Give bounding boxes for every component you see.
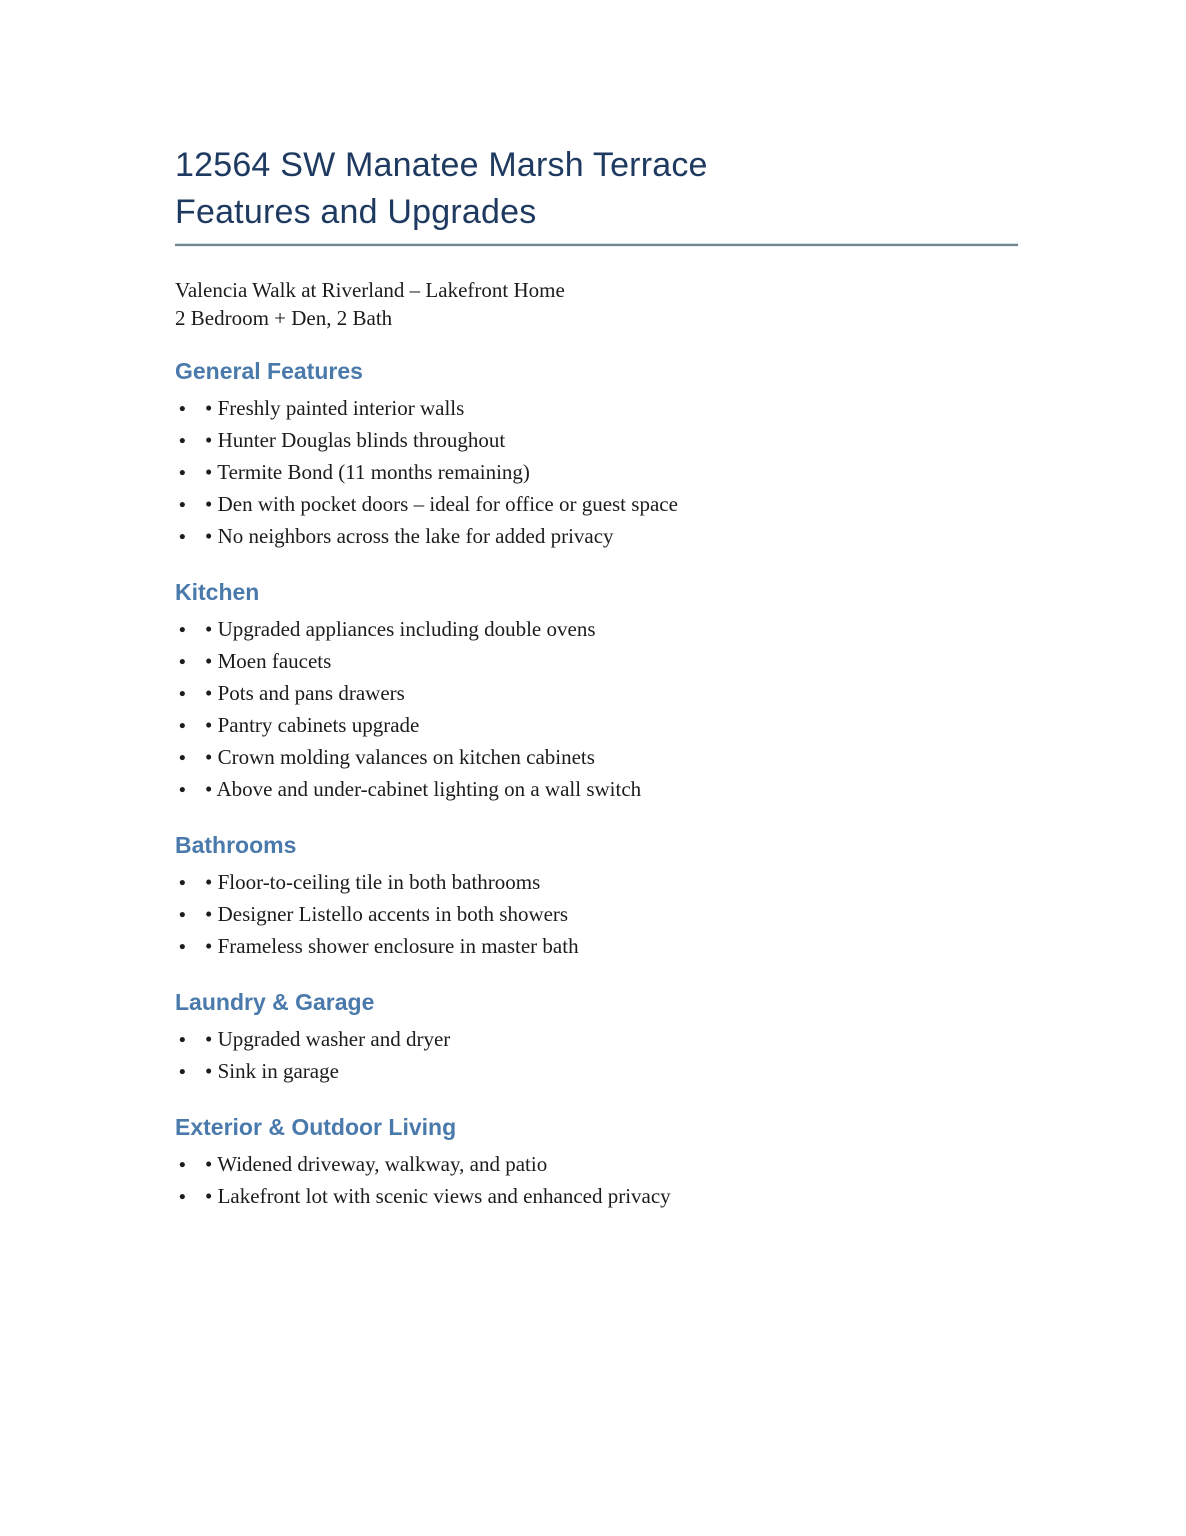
bullet-icon: •: [179, 1187, 186, 1208]
page-title: [175, 142, 1018, 236]
section-heading-general-features: General Features: [175, 358, 363, 384]
list-item: [175, 742, 1018, 774]
list-item-text: • Floor-to-ceiling tile in both bathrooms: [205, 870, 541, 894]
list-item: [175, 393, 1018, 425]
feature-list: [175, 867, 1018, 963]
feature-list: [175, 1149, 1018, 1213]
list-item: [175, 1056, 1018, 1088]
bullet-icon: •: [179, 620, 186, 641]
list-item: [175, 457, 1018, 489]
section-bathrooms: [175, 831, 1018, 963]
bullet-icon: •: [179, 1062, 186, 1083]
list-item: [175, 614, 1018, 646]
subtitle-line-1: Valencia Walk at Riverland – Lakefront Home: [175, 278, 565, 302]
list-item-text: • Upgraded washer and dryer: [205, 1027, 451, 1051]
list-item: [175, 521, 1018, 553]
bullet-icon: •: [179, 463, 186, 484]
list-item-text: • Above and under-cabinet lighting on a wall switch: [205, 777, 642, 801]
list-item-text: • Pantry cabinets upgrade: [205, 713, 420, 737]
bullet-icon: •: [179, 527, 186, 548]
list-item: [175, 774, 1018, 806]
section-heading-laundry-garage: Laundry & Garage: [175, 989, 375, 1015]
bullet-icon: •: [179, 905, 186, 926]
page-title-line-2: Features and Upgrades: [175, 193, 537, 231]
page-title-line-1: 12564 SW Manatee Marsh Terrace: [175, 146, 708, 184]
bullet-icon: •: [179, 716, 186, 737]
list-item-text: • Upgraded appliances including double ovens: [205, 617, 596, 641]
feature-list: [175, 1024, 1018, 1088]
bullet-icon: •: [179, 495, 186, 516]
list-item-text: • Moen faucets: [205, 649, 332, 673]
section-heading-exterior-outdoor-living: Exterior & Outdoor Living: [175, 1114, 457, 1140]
list-item: [175, 646, 1018, 678]
list-item: [175, 678, 1018, 710]
subtitle: [175, 276, 1018, 332]
section-general-features: [175, 357, 1018, 553]
list-item: [175, 867, 1018, 899]
list-item: [175, 425, 1018, 457]
document-page: [175, 142, 1018, 1213]
list-item-text: • Crown molding valances on kitchen cabinets: [205, 745, 595, 769]
list-item: [175, 1181, 1018, 1213]
list-item: [175, 899, 1018, 931]
bullet-icon: •: [179, 399, 186, 420]
bullet-icon: •: [179, 652, 186, 673]
list-item-text: • Den with pocket doors – ideal for office or guest space: [205, 492, 678, 516]
list-item-text: • Frameless shower enclosure in master bath: [205, 934, 579, 958]
list-item: [175, 710, 1018, 742]
list-item-text: • Pots and pans drawers: [205, 681, 405, 705]
list-item-text: • Designer Listello accents in both showers: [205, 902, 569, 926]
bullet-icon: •: [179, 748, 186, 769]
list-item-text: • No neighbors across the lake for added privacy: [205, 524, 614, 548]
list-item: [175, 931, 1018, 963]
section-heading-bathrooms: Bathrooms: [175, 832, 297, 858]
list-item: [175, 489, 1018, 521]
bullet-icon: •: [179, 873, 186, 894]
list-item-text: • Lakefront lot with scenic views and enhanced privacy: [205, 1184, 671, 1208]
bullet-icon: •: [179, 1030, 186, 1051]
bullet-icon: •: [179, 684, 186, 705]
bullet-icon: •: [179, 937, 186, 958]
bullet-icon: •: [179, 780, 186, 801]
section-heading-kitchen: Kitchen: [175, 579, 260, 605]
list-item: [175, 1149, 1018, 1181]
subtitle-line-2: 2 Bedroom + Den, 2 Bath: [175, 306, 393, 330]
list-item: [175, 1024, 1018, 1056]
list-item-text: • Termite Bond (11 months remaining): [205, 460, 530, 484]
list-item-text: • Hunter Douglas blinds throughout: [205, 428, 506, 452]
list-item-text: • Freshly painted interior walls: [205, 396, 465, 420]
section-exterior-outdoor-living: [175, 1113, 1018, 1213]
bullet-icon: •: [179, 431, 186, 452]
feature-list: [175, 614, 1018, 806]
feature-list: [175, 393, 1018, 553]
list-item-text: • Widened driveway, walkway, and patio: [205, 1152, 548, 1176]
section-laundry-garage: [175, 988, 1018, 1088]
title-underline-rule: [175, 243, 1018, 247]
section-kitchen: [175, 578, 1018, 806]
bullet-icon: •: [179, 1155, 186, 1176]
list-item-text: • Sink in garage: [205, 1059, 339, 1083]
